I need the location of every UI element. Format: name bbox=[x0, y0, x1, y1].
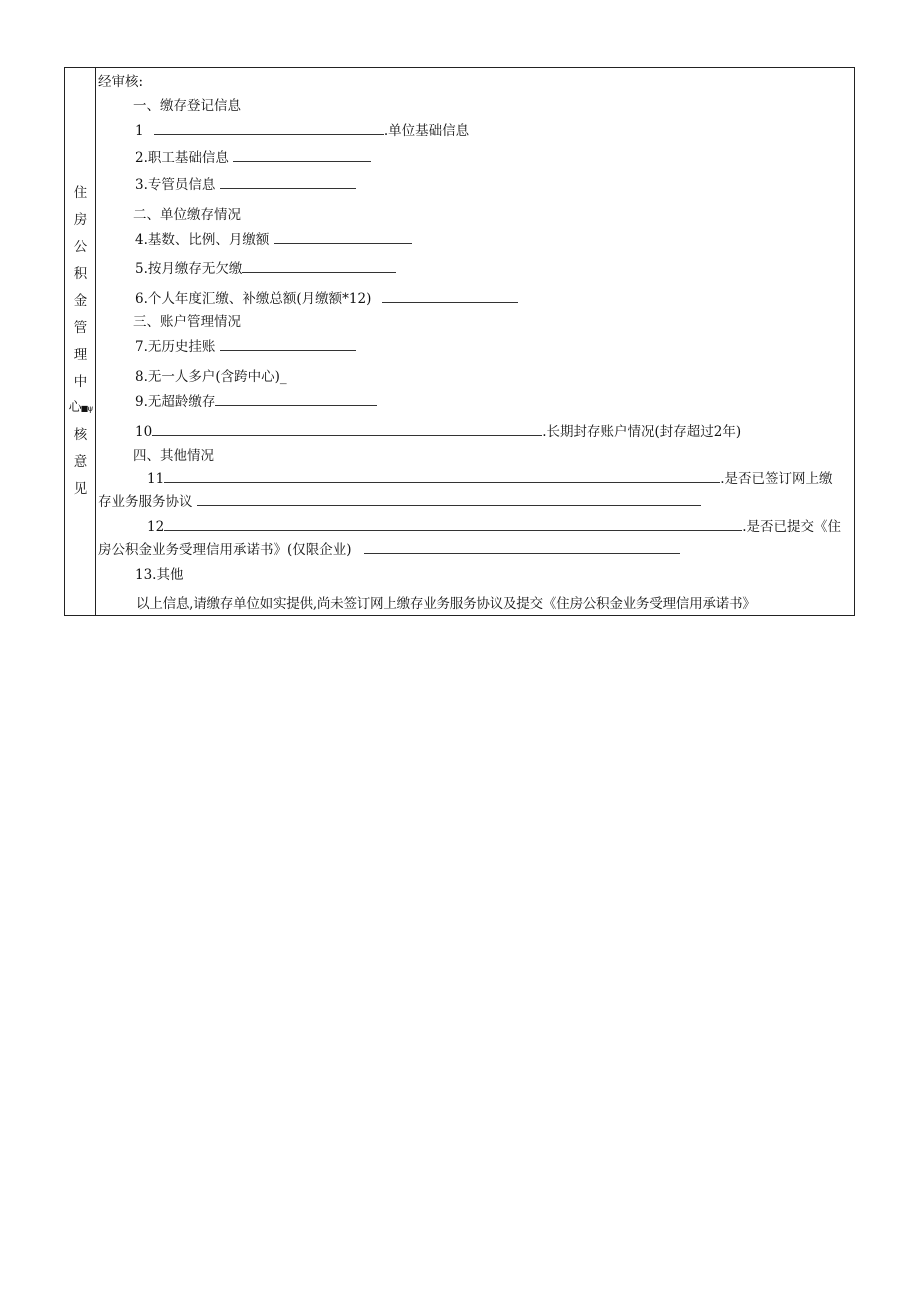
footer-note: 以上信息,请缴存单位如实提供,尚未签订网上缴存业务服务协议及提交《住房公积金业务受理信用承诺书》 bbox=[136, 596, 756, 612]
item-5 bbox=[135, 260, 396, 278]
item-label: 9.无超龄缴存 bbox=[135, 394, 216, 410]
section-title: 四、其他情况 bbox=[133, 448, 214, 464]
section-title: 二、单位缴存情况 bbox=[133, 207, 241, 223]
item-9 bbox=[135, 393, 377, 411]
item-7 bbox=[135, 338, 356, 356]
item-12-continued bbox=[98, 541, 680, 559]
side-label-char: 核 bbox=[73, 427, 88, 443]
section-title: 三、账户管理情况 bbox=[133, 314, 241, 330]
side-label-char: 积 bbox=[73, 266, 88, 282]
side-label-column bbox=[65, 68, 96, 615]
review-header: 经审核: bbox=[98, 74, 144, 90]
side-label-char: 金 bbox=[73, 293, 88, 309]
blank-field[interactable] bbox=[215, 393, 377, 406]
item-1 bbox=[135, 122, 469, 140]
blank-field[interactable] bbox=[364, 541, 680, 554]
item-8 bbox=[135, 368, 287, 386]
item-label: 7.无历史挂账 bbox=[135, 339, 216, 355]
blank-field[interactable] bbox=[152, 423, 542, 436]
item-label: 4.基数、比例、月缴额 bbox=[135, 232, 270, 248]
side-label-char: 管 bbox=[73, 320, 88, 336]
section-title: 一、缴存登记信息 bbox=[133, 98, 241, 114]
blank-field[interactable] bbox=[154, 122, 384, 135]
blank-field[interactable] bbox=[164, 518, 742, 531]
blank-field[interactable] bbox=[220, 338, 356, 351]
item-label: 3.专管员信息 bbox=[135, 177, 216, 193]
blank-field[interactable] bbox=[274, 231, 412, 244]
item-label: .是否已提交《住 bbox=[742, 519, 841, 535]
item-11 bbox=[147, 470, 832, 488]
item-label: 房公积金业务受理信用承诺书》(仅限企业) bbox=[98, 542, 352, 558]
blank-field[interactable] bbox=[382, 290, 518, 303]
side-label-char: 房 bbox=[73, 212, 88, 228]
item-6 bbox=[135, 290, 518, 308]
review-form-table bbox=[64, 67, 855, 616]
item-number: 10 bbox=[135, 424, 153, 440]
item-number: 1 bbox=[135, 123, 144, 139]
item-label: .单位基础信息 bbox=[383, 123, 470, 139]
blank-field[interactable] bbox=[233, 149, 371, 162]
item-10 bbox=[135, 423, 741, 441]
item-13: 13.其他 bbox=[135, 567, 184, 583]
side-label-char: 理 bbox=[73, 347, 88, 363]
item-3 bbox=[135, 176, 356, 194]
side-label-char: 住 bbox=[73, 185, 88, 201]
side-label-char: 意 bbox=[73, 454, 88, 470]
item-label: 2.职工基础信息 bbox=[135, 150, 229, 166]
item-11-continued bbox=[98, 493, 701, 511]
item-label: 8.无一人多户(含跨中心)_ bbox=[135, 369, 287, 385]
item-label: .是否已签订网上缴 bbox=[720, 471, 833, 487]
blank-field[interactable] bbox=[242, 260, 396, 273]
blank-field[interactable] bbox=[164, 470, 720, 483]
side-label-char: 中 bbox=[73, 374, 88, 390]
item-label: 5.按月缴存无欠缴 bbox=[135, 261, 243, 277]
side-label-char: 公 bbox=[73, 239, 88, 255]
side-label-char: 见 bbox=[73, 481, 88, 497]
side-label-mixed bbox=[65, 400, 96, 417]
item-number: 11 bbox=[147, 471, 165, 487]
item-label: 存业务服务协议 bbox=[98, 494, 193, 510]
item-label: .长期封存账户情况(封存超过2年) bbox=[542, 424, 742, 440]
side-label-char: 心 bbox=[68, 400, 81, 415]
item-12 bbox=[147, 518, 841, 536]
item-4 bbox=[135, 231, 412, 249]
side-label-artifact: ■ψ bbox=[80, 404, 93, 413]
item-number: 12 bbox=[147, 519, 165, 535]
item-label: 6.个人年度汇缴、补缴总额(月缴额*12) bbox=[135, 291, 372, 307]
item-2 bbox=[135, 149, 371, 167]
blank-field[interactable] bbox=[197, 493, 701, 506]
blank-field[interactable] bbox=[220, 176, 356, 189]
